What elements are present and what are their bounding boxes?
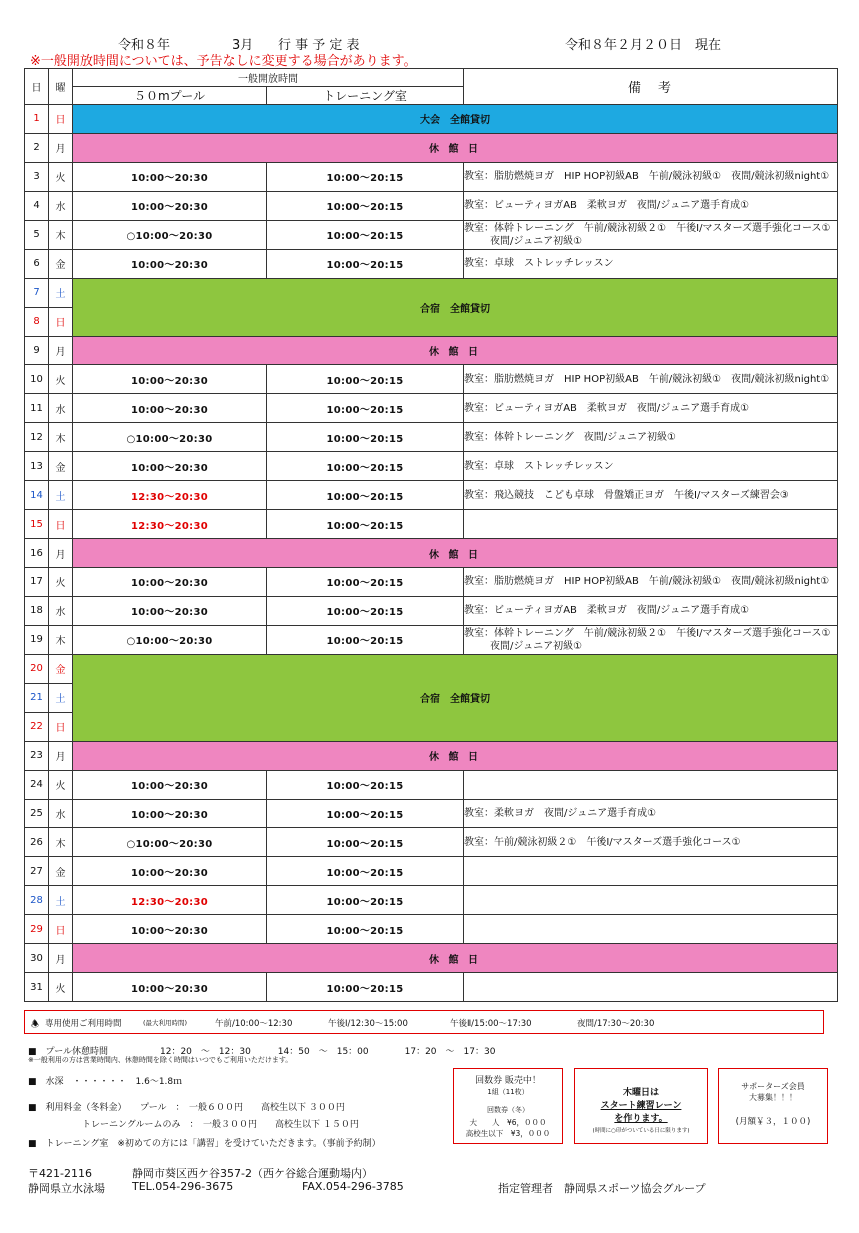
- weekday-cell: 土: [49, 886, 73, 915]
- footer-address: 静岡市葵区西ケ谷357-2（西ケ谷総合運動場内）: [132, 1167, 373, 1180]
- weekday-cell: 月: [49, 944, 73, 973]
- table-row: [25, 857, 838, 886]
- remarks-cell: [464, 481, 838, 510]
- remarks-cell: [464, 249, 838, 278]
- table-row: [25, 191, 838, 220]
- remarks-cell: [464, 625, 838, 654]
- remarks-text: 教室：体幹トレーニング 夜間/ジュニア初級①: [464, 431, 676, 443]
- training-hours: 10:00～20:15: [267, 365, 464, 394]
- weekday-cell: 金: [49, 857, 73, 886]
- day-cell: 17: [25, 568, 49, 597]
- remarks-text: 教室：卓球 ストレッチレッスン: [464, 258, 614, 270]
- remarks-cell: [464, 828, 838, 857]
- pool-hours: ○10:00～20:30: [73, 625, 267, 654]
- weekday-cell: 火: [49, 973, 73, 1002]
- weekday-cell: 木: [49, 625, 73, 654]
- training-hours: 10:00～20:15: [267, 162, 464, 191]
- remarks-cell: [464, 365, 838, 394]
- table-row: [25, 625, 838, 654]
- day-cell: 3: [25, 162, 49, 191]
- table-row: [25, 162, 838, 191]
- remarks-text: 教室：ビューティヨガAB 柔軟ヨガ 夜間/ジュニア選手育成①: [464, 402, 750, 414]
- pool-header: ５０mプール: [73, 87, 267, 105]
- weekday-cell: 土: [49, 481, 73, 510]
- remarks-cell: [464, 857, 838, 886]
- table-row: [25, 481, 838, 510]
- coupon-box: [453, 1068, 563, 1144]
- weekday-cell: 水: [49, 191, 73, 220]
- remarks-text-2: 夜間/ジュニア初級①: [490, 235, 583, 247]
- day-cell: 19: [25, 625, 49, 654]
- supporters-box: [718, 1068, 828, 1144]
- remarks-text: 教室：卓球 ストレッチレッスン: [464, 460, 614, 472]
- pool-hours: 10:00～20:30: [73, 191, 267, 220]
- as-of-date: 令和８年２月２０日 現在: [565, 38, 722, 53]
- training-hours: 10:00～20:15: [267, 799, 464, 828]
- dedicated-label: 専用使用ご利用時間: [45, 1019, 122, 1029]
- remarks-text: 教室：午前/競泳初級２① 午後Ⅰ/マスターズ選手強化コース①: [464, 836, 741, 848]
- pool-hours: 10:00～20:30: [73, 568, 267, 597]
- supporters-line2: 大募集！！！: [749, 1093, 797, 1102]
- reserved-band: 合宿 全館貸切: [73, 278, 838, 336]
- schedule-table: [24, 68, 838, 1002]
- weekday-cell: 火: [49, 568, 73, 597]
- closed-day-band: 休 館 日: [73, 741, 838, 770]
- table-row: [25, 568, 838, 597]
- table-row: [25, 452, 838, 481]
- training-hours: 10:00～20:15: [267, 220, 464, 249]
- day-cell: 31: [25, 973, 49, 1002]
- thursday-line1: 木曜日は: [622, 1088, 659, 1098]
- weekday-cell: 火: [49, 770, 73, 799]
- weekday-cell: 日: [49, 915, 73, 944]
- bell-icon: 🕭: [31, 1020, 40, 1030]
- day-cell: 14: [25, 481, 49, 510]
- day-cell: 28: [25, 886, 49, 915]
- table-row: [25, 394, 838, 423]
- training-hours: 10:00～20:15: [267, 481, 464, 510]
- pool-hours: 12:30～20:30: [73, 481, 267, 510]
- footer-fax: FAX.054-296-3785: [302, 1180, 404, 1193]
- day-cell: 18: [25, 596, 49, 625]
- closed-day-band: 休 館 日: [73, 133, 838, 162]
- remarks-cell: [464, 799, 838, 828]
- pool-break-times: 12：20 ～ 12：30 14：50 ～ 15：00 17：20 ～ 17：30: [160, 1047, 496, 1057]
- remarks-text: 教室：脂肪燃焼ヨガ HIP HOP初級AB 午前/競泳初級① 夜間/競泳初級night①: [464, 373, 830, 385]
- supporters-price: (月額￥３，１００): [735, 1117, 811, 1127]
- pool-hours: 10:00～20:30: [73, 394, 267, 423]
- pool-hours: 10:00～20:30: [73, 249, 267, 278]
- day-cell: 2: [25, 133, 49, 162]
- table-row: [25, 973, 838, 1002]
- remarks-cell: [464, 423, 838, 452]
- table-row: [25, 886, 838, 915]
- footer-tel: TEL.054-296-3675: [132, 1180, 234, 1193]
- day-cell: 24: [25, 770, 49, 799]
- remarks-text-2: 夜間/ジュニア初級①: [490, 640, 583, 652]
- weekday-cell: 木: [49, 828, 73, 857]
- dedicated-use-box: [24, 1010, 824, 1034]
- page-header: [0, 34, 859, 53]
- day-cell: 8: [25, 307, 49, 336]
- day-cell: 26: [25, 828, 49, 857]
- table-row: [25, 365, 838, 394]
- table-row: [25, 596, 838, 625]
- coupon-student: 高校生以下 ¥3，０００: [465, 1129, 551, 1138]
- table-row: [25, 944, 838, 973]
- training-hours: 10:00～20:15: [267, 452, 464, 481]
- training-hours: 10:00～20:15: [267, 886, 464, 915]
- remarks-cell: [464, 596, 838, 625]
- training-hours: 10:00～20:15: [267, 249, 464, 278]
- weekday-cell: 月: [49, 741, 73, 770]
- fee-training: トレーニングルームのみ ： 一般３００円 高校生以下 １５０円: [82, 1120, 359, 1130]
- dedicated-note: (最大利用時間): [143, 1019, 188, 1027]
- day-cell: 15: [25, 510, 49, 539]
- thursday-lane-box: [574, 1068, 708, 1144]
- remarks-text: 教室：ビューティヨガAB 柔軟ヨガ 夜間/ジュニア選手育成①: [464, 605, 750, 617]
- day-cell: 29: [25, 915, 49, 944]
- weekday-cell: 土: [49, 278, 73, 307]
- dedicated-pm1: 午後Ⅰ/12:30～15:00: [328, 1019, 408, 1029]
- table-row: [25, 105, 838, 134]
- pool-hours: 12:30～20:30: [73, 510, 267, 539]
- table-row: [25, 915, 838, 944]
- table-row: [25, 423, 838, 452]
- training-hours: 10:00～20:15: [267, 857, 464, 886]
- day-cell: 10: [25, 365, 49, 394]
- pool-hours: ○10:00～20:30: [73, 220, 267, 249]
- page-title: 行 事 予 定 表: [278, 38, 360, 53]
- weekday-cell: 日: [49, 105, 73, 134]
- day-cell: 4: [25, 191, 49, 220]
- table-row: [25, 770, 838, 799]
- training-hours: 10:00～20:15: [267, 510, 464, 539]
- dedicated-pm2: 午後Ⅱ/15:00～17:30: [450, 1019, 532, 1029]
- day-cell: 25: [25, 799, 49, 828]
- pool-hours: 10:00～20:30: [73, 162, 267, 191]
- table-row: [25, 510, 838, 539]
- pool-hours: 10:00～20:30: [73, 452, 267, 481]
- remarks-header: 備 考: [464, 69, 838, 105]
- remarks-cell: [464, 452, 838, 481]
- day-cell: 20: [25, 654, 49, 683]
- weekday-cell: 火: [49, 162, 73, 191]
- thursday-line3: を作ります。: [614, 1114, 668, 1124]
- table-row: [25, 741, 838, 770]
- remarks-cell: [464, 162, 838, 191]
- training-hours: 10:00～20:15: [267, 394, 464, 423]
- remarks-cell: [464, 973, 838, 1002]
- weekday-cell: 水: [49, 596, 73, 625]
- day-cell: 9: [25, 336, 49, 365]
- table-row: [25, 336, 838, 365]
- pool-hours: ○10:00～20:30: [73, 828, 267, 857]
- remarks-text: 教室：体幹トレーニング 午前/競泳初級２① 午後Ⅰ/マスターズ選手強化コース①: [464, 222, 831, 234]
- training-hours: 10:00～20:15: [267, 625, 464, 654]
- remarks-cell: [464, 394, 838, 423]
- table-row: [25, 539, 838, 568]
- pool-hours: 10:00～20:30: [73, 770, 267, 799]
- pool-hours: 10:00～20:30: [73, 857, 267, 886]
- pool-hours: 10:00～20:30: [73, 915, 267, 944]
- coupon-sub: 1組（11枚）: [487, 1088, 529, 1096]
- weekday-cell: 火: [49, 365, 73, 394]
- footer-facility: 静岡県立水泳場: [28, 1182, 105, 1195]
- weekday-cell: 水: [49, 799, 73, 828]
- remarks-text: 教室：脂肪燃焼ヨガ HIP HOP初級AB 午前/競泳初級① 夜間/競泳初級night①: [464, 171, 830, 183]
- training-hours: 10:00～20:15: [267, 828, 464, 857]
- pool-hours: 10:00～20:30: [73, 596, 267, 625]
- weekday-cell: 金: [49, 452, 73, 481]
- pool-hours: ○10:00～20:30: [73, 423, 267, 452]
- col-day-header: 日: [25, 69, 49, 105]
- weekday-cell: 日: [49, 712, 73, 741]
- reserved-band: 合宿 全館貸切: [73, 654, 838, 741]
- reserved-band: 大会 全館貸切: [73, 105, 838, 134]
- day-cell: 11: [25, 394, 49, 423]
- training-hours: 10:00～20:15: [267, 770, 464, 799]
- remarks-cell: [464, 510, 838, 539]
- pool-break-label: ■ プール休憩時間: [28, 1047, 109, 1057]
- day-cell: 16: [25, 539, 49, 568]
- day-cell: 12: [25, 423, 49, 452]
- training-hours: 10:00～20:15: [267, 596, 464, 625]
- weekday-cell: 日: [49, 510, 73, 539]
- day-cell: 13: [25, 452, 49, 481]
- remarks-cell: [464, 220, 838, 249]
- supporters-line1: サポーターズ会員: [741, 1082, 805, 1091]
- remarks-text: 教室：柔軟ヨガ 夜間/ジュニア選手育成①: [464, 807, 657, 819]
- day-cell: 1: [25, 105, 49, 134]
- table-row: [25, 133, 838, 162]
- table-row: [25, 654, 838, 683]
- weekday-cell: 土: [49, 683, 73, 712]
- closed-day-band: 休 館 日: [73, 944, 838, 973]
- remarks-cell: [464, 915, 838, 944]
- weekday-cell: 金: [49, 249, 73, 278]
- fee-pool: ■ 利用料金（冬料金） プール ： 一般６００円 高校生以下 ３００円: [28, 1103, 345, 1113]
- thursday-note: (時間に○印がついている日に限ります): [592, 1128, 690, 1134]
- training-hours: 10:00～20:15: [267, 423, 464, 452]
- training-note: ■ トレーニング室 ※初めての方には「講習」を受けていただきます。（事前予約制）: [28, 1139, 381, 1149]
- general-hours-header: 一般開放時間: [73, 69, 464, 87]
- day-cell: 7: [25, 278, 49, 307]
- dedicated-night: 夜間/17:30～20:30: [577, 1019, 655, 1029]
- remarks-cell: [464, 886, 838, 915]
- coupon-adult: 大 人 ¥6，０００: [469, 1118, 547, 1127]
- remarks-cell: [464, 191, 838, 220]
- water-depth: ■ 水深 ・・・・・・ 1.6～1.8ｍ: [28, 1077, 183, 1087]
- footer-postal: 〒421-2116: [28, 1167, 92, 1180]
- col-weekday-header: 曜: [49, 69, 73, 105]
- dedicated-am: 午前/10:00～12:30: [215, 1019, 293, 1029]
- training-header: トレーニング室: [267, 87, 464, 105]
- table-row: [25, 799, 838, 828]
- training-hours: 10:00～20:15: [267, 973, 464, 1002]
- weekday-cell: 月: [49, 539, 73, 568]
- day-cell: 23: [25, 741, 49, 770]
- era-year: 令和８年: [118, 38, 171, 53]
- training-hours: 10:00～20:15: [267, 191, 464, 220]
- table-row: [25, 278, 838, 307]
- pool-hours: 12:30～20:30: [73, 886, 267, 915]
- training-hours: 10:00～20:15: [267, 915, 464, 944]
- pool-hours: 10:00～20:30: [73, 799, 267, 828]
- weekday-cell: 木: [49, 220, 73, 249]
- weekday-cell: 金: [49, 654, 73, 683]
- month: 3月: [232, 38, 254, 53]
- weekday-cell: 日: [49, 307, 73, 336]
- coupon-title: 回数券 販売中！: [475, 1076, 541, 1086]
- table-row: [25, 220, 838, 249]
- remarks-text: 教室：飛込競技 こども卓球 骨盤矯正ヨガ 午後Ⅰ/マスターズ練習会③: [464, 489, 789, 501]
- day-cell: 6: [25, 249, 49, 278]
- weekday-cell: 月: [49, 336, 73, 365]
- day-cell: 27: [25, 857, 49, 886]
- pool-hours: 10:00～20:30: [73, 973, 267, 1002]
- training-hours: 10:00～20:15: [267, 568, 464, 597]
- coupon-price-label: 回数券（冬）: [487, 1106, 529, 1114]
- remarks-text: 教室：脂肪燃焼ヨガ HIP HOP初級AB 午前/競泳初級① 夜間/競泳初級night①: [464, 576, 830, 588]
- remarks-text: 教室：ビューティヨガAB 柔軟ヨガ 夜間/ジュニア選手育成①: [464, 200, 750, 212]
- weekday-cell: 水: [49, 394, 73, 423]
- change-warning: ※一般開放時間については、予告なしに変更する場合があります。: [30, 54, 417, 69]
- remarks-cell: [464, 770, 838, 799]
- closed-day-band: 休 館 日: [73, 539, 838, 568]
- weekday-cell: 木: [49, 423, 73, 452]
- day-cell: 30: [25, 944, 49, 973]
- footer-manager: 指定管理者 静岡県スポーツ協会グループ: [498, 1182, 706, 1195]
- day-cell: 22: [25, 712, 49, 741]
- pool-hours: 10:00～20:30: [73, 365, 267, 394]
- day-cell: 21: [25, 683, 49, 712]
- thursday-line2: スタート練習レーン: [600, 1101, 682, 1111]
- closed-day-band: 休 館 日: [73, 336, 838, 365]
- day-cell: 5: [25, 220, 49, 249]
- table-row: [25, 249, 838, 278]
- pool-break-note: ※一般利用の方は営業時間内、休憩時間を除く時間はいつでもご利用いただけます。: [28, 1056, 293, 1064]
- table-row: [25, 828, 838, 857]
- remarks-cell: [464, 568, 838, 597]
- weekday-cell: 月: [49, 133, 73, 162]
- remarks-text: 教室：体幹トレーニング 午前/競泳初級２① 午後Ⅰ/マスターズ選手強化コース①: [464, 627, 831, 639]
